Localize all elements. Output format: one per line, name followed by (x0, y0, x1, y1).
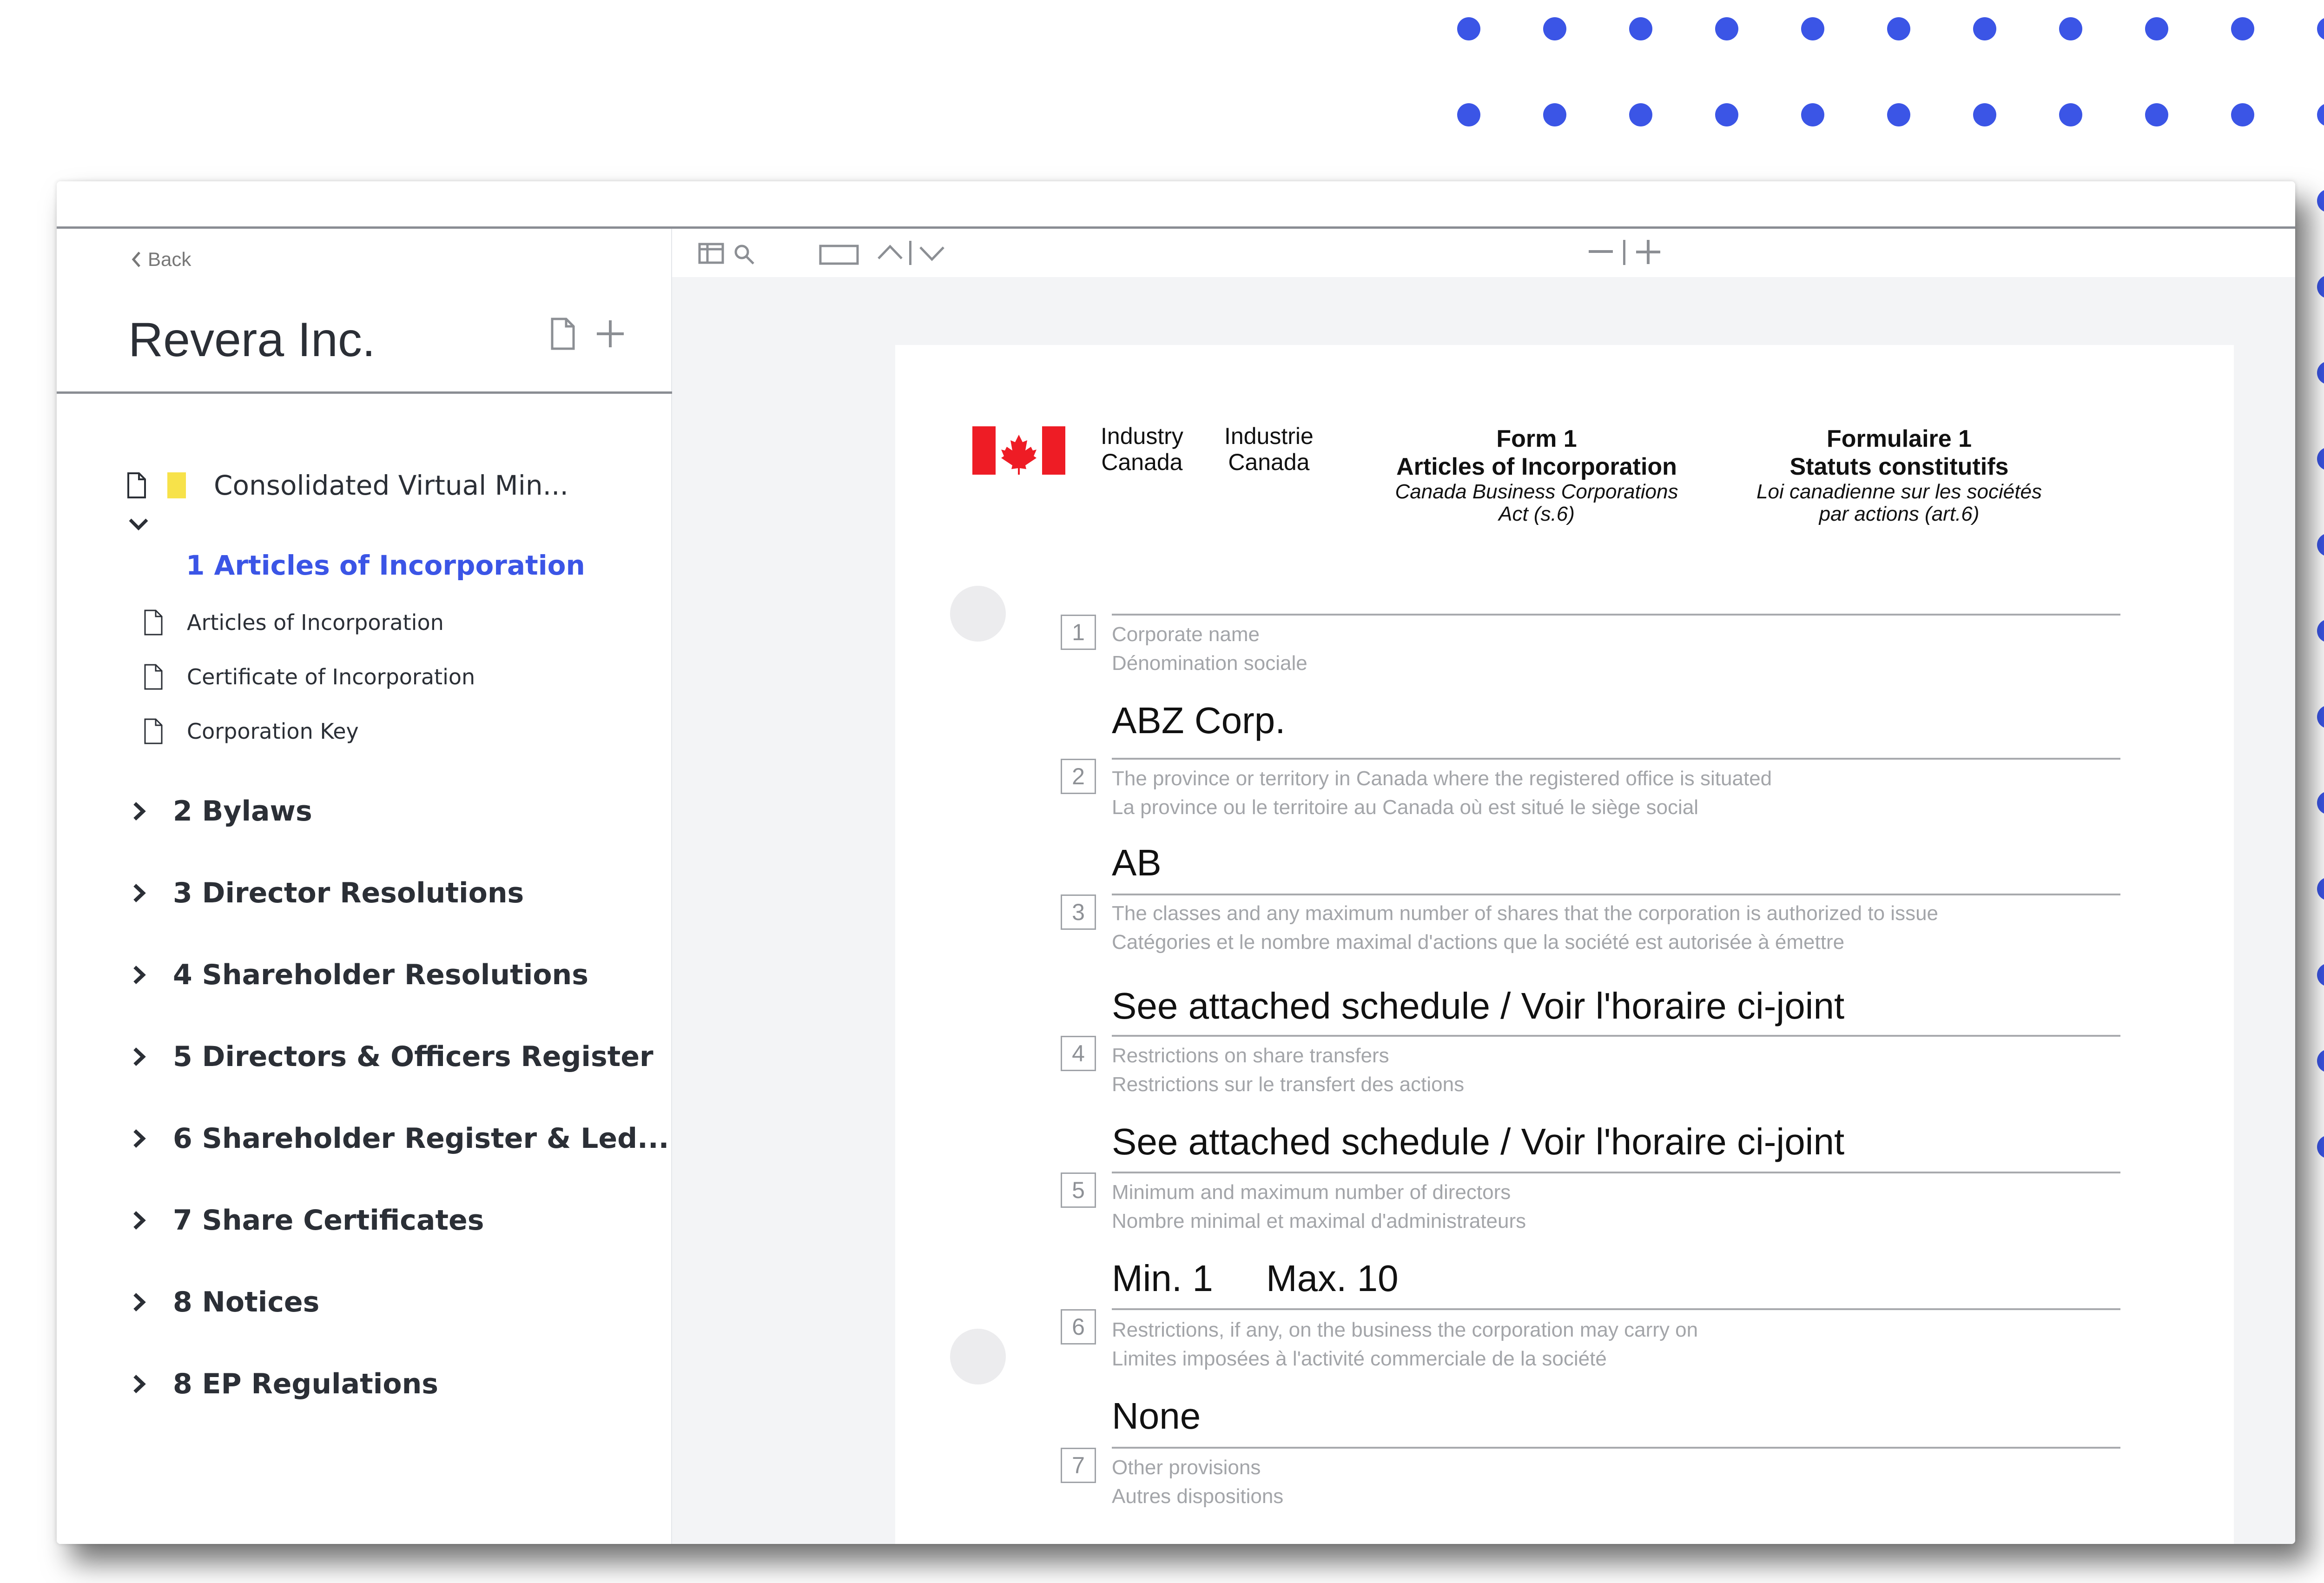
company-title: Revera Inc. (128, 313, 376, 367)
field-label-fr: Dénomination sociale (1112, 652, 1307, 675)
sidebar-header-divider (57, 391, 672, 394)
form-fr-act-line-2: par actions (art.6) (1819, 503, 1980, 525)
field-label-fr: Catégories et le nombre maximal d'actions que la société est autorisée à émettre (1112, 931, 1845, 954)
field-label (1112, 899, 1938, 957)
field-value-share-classes[interactable]: See attached schedule / Voir l'horaire ci-joint (1112, 985, 1845, 1027)
tree-item-label: 4 Shareholder Resolutions (173, 959, 588, 991)
tree-item-consolidated[interactable] (126, 470, 568, 501)
tree-child-certificate[interactable] (143, 663, 475, 690)
decorative-dot (2317, 877, 2324, 901)
decorative-dot (2317, 1135, 2324, 1159)
tree-child-articles[interactable] (143, 609, 444, 636)
chevron-right-icon (131, 1372, 147, 1396)
tree-item-label: 5 Directors & Officers Register (173, 1040, 654, 1073)
field-label-en: Corporate name (1112, 623, 1260, 646)
tree-item-bylaws[interactable] (131, 795, 312, 828)
field-divider (1112, 1447, 2120, 1449)
field-value-share-transfers[interactable]: See attached schedule / Voir l'horaire ci-joint (1112, 1121, 1845, 1162)
decorative-dot (2317, 361, 2324, 384)
decorative-dot (2317, 17, 2324, 40)
decorative-dot (1543, 17, 1566, 40)
decorative-dot (2317, 189, 2324, 212)
decorative-dot (1973, 17, 1996, 40)
decorative-dot (2059, 17, 2082, 40)
decorative-dot (1801, 103, 1824, 126)
field-label (1112, 1178, 1526, 1236)
sticky-note-icon (167, 472, 186, 498)
decorative-dot (2317, 103, 2324, 126)
window-titlebar (57, 181, 2295, 229)
previous-page-icon[interactable] (877, 243, 904, 261)
decorative-dot (1973, 103, 1996, 126)
field-value-province[interactable]: AB (1112, 842, 1162, 883)
field-label-fr: Restrictions sur le transfert des actions (1112, 1073, 1465, 1096)
decorative-dot (1715, 103, 1738, 126)
field-number: 1 (1061, 615, 1096, 650)
decorative-dot (2059, 103, 2082, 126)
back-label: Back (148, 248, 191, 270)
tree-item-label: Consolidated Virtual Min... (214, 470, 568, 501)
decorative-dot (1457, 103, 1480, 126)
decorative-dot (1887, 103, 1910, 126)
tree-child-label: Corporation Key (187, 719, 359, 744)
tree-item-label: 8 Notices (173, 1286, 320, 1318)
viewer-toolbar (672, 229, 2295, 277)
margin-marker (950, 586, 1006, 642)
tree-item-label: 1 Articles of Incorporation (186, 550, 585, 581)
page-view-icon[interactable] (819, 245, 859, 265)
tree-item-shareholder-resolutions[interactable] (131, 959, 588, 991)
field-divider (1112, 894, 2120, 895)
dept-fr-line-1: Industrie (1224, 423, 1314, 449)
tree-item-notices[interactable] (131, 1286, 319, 1318)
sidebar (57, 229, 672, 1544)
field-number: 5 (1061, 1172, 1096, 1208)
document-viewer (672, 229, 2295, 1544)
field-divider (1112, 758, 2120, 760)
field-divider (1112, 614, 2120, 616)
decorative-dot (1715, 17, 1738, 40)
decorative-dot (2145, 103, 2168, 126)
field-value-corporate-name[interactable]: ABZ Corp. (1112, 700, 1286, 741)
field-label-en: Restrictions on share transfers (1112, 1044, 1389, 1067)
tree-item-directors-officers-register[interactable] (131, 1040, 654, 1073)
field-label-fr: Autres dispositions (1112, 1485, 1284, 1508)
toolbar-separator (909, 241, 911, 265)
tree-item-label: 2 Bylaws (173, 795, 312, 828)
tree-child-corporation-key[interactable] (143, 718, 359, 745)
form-en-title: Form 1 (1496, 425, 1577, 452)
tree-child-label: Articles of Incorporation (187, 610, 444, 635)
form-en-subtitle: Articles of Incorporation (1396, 453, 1677, 480)
new-document-icon[interactable] (549, 317, 575, 351)
decorative-dot (2317, 533, 2324, 556)
field-label-fr: Limites imposées à l'activité commerciale de la société (1112, 1347, 1607, 1370)
field-divider (1112, 1035, 2120, 1037)
chevron-right-icon (131, 881, 147, 905)
decorative-dot (2317, 705, 2324, 729)
decorative-dot (2317, 447, 2324, 470)
decorative-dot (1543, 103, 1566, 126)
chevron-right-icon (131, 1209, 147, 1232)
decorative-dot (2317, 963, 2324, 987)
tree-item-label: 8 EP Regulations (173, 1368, 438, 1400)
tree-item-director-resolutions[interactable] (131, 877, 524, 909)
field-number: 3 (1061, 894, 1096, 930)
field-divider (1112, 1308, 2120, 1310)
chevron-right-icon (131, 1045, 147, 1068)
field-label (1112, 1453, 1283, 1511)
margin-marker (950, 1329, 1006, 1384)
field-divider (1112, 1172, 2120, 1173)
decorative-dot (2317, 1049, 2324, 1073)
next-page-icon[interactable] (918, 245, 945, 263)
field-number: 7 (1061, 1448, 1096, 1483)
field-label (1112, 620, 1307, 678)
tree-item-label: 7 Share Certificates (173, 1204, 484, 1237)
tree-item-label: 3 Director Resolutions (173, 877, 524, 909)
field-label-en: Other provisions (1112, 1456, 1261, 1479)
tree-item-ep-regulations[interactable] (131, 1368, 438, 1400)
decorative-dot (1629, 103, 1652, 126)
field-value-business-restrictions[interactable]: None (1112, 1395, 1201, 1437)
back-link[interactable] (131, 248, 191, 271)
form-en-act-line-1: Canada Business Corporations (1395, 480, 1678, 503)
tree-item-articles-section[interactable] (186, 550, 585, 581)
toolbar-separator (1623, 240, 1625, 265)
field-value-max-directors[interactable]: Max. 10 (1266, 1258, 1399, 1299)
field-number: 4 (1061, 1036, 1096, 1071)
app-window (57, 181, 2295, 1544)
decorative-dot (1887, 17, 1910, 40)
decorative-dot (1801, 17, 1824, 40)
form-fr-subtitle: Statuts constitutifs (1789, 453, 2009, 480)
decorative-dot (2145, 17, 2168, 40)
chevron-down-icon[interactable] (127, 517, 150, 531)
search-icon[interactable] (733, 243, 756, 266)
chevron-right-icon (131, 1127, 147, 1150)
tree-item-share-certificates[interactable] (131, 1204, 484, 1237)
decorative-dot (1457, 17, 1480, 40)
decorative-dot (2317, 275, 2324, 298)
tree-item-shareholder-register[interactable] (131, 1122, 669, 1155)
decorative-dot (2231, 103, 2254, 126)
field-label (1112, 1041, 1464, 1099)
chevron-right-icon (131, 800, 147, 823)
document-icon (143, 609, 164, 636)
zoom-in-icon[interactable] (1635, 239, 1661, 265)
tree-item-label: 6 Shareholder Register & Led... (173, 1122, 669, 1155)
field-label (1112, 764, 1772, 822)
form-fr-title: Formulaire 1 (1826, 425, 1972, 452)
field-number: 2 (1061, 759, 1096, 794)
document-page (895, 345, 2234, 1544)
decorative-dot (2317, 619, 2324, 642)
dept-fr-line-2: Canada (1228, 449, 1310, 475)
dept-en-line-1: Industry (1101, 423, 1183, 449)
field-label-en: Minimum and maximum number of directors (1112, 1181, 1511, 1204)
document-icon (126, 472, 147, 499)
document-icon (143, 718, 164, 745)
document-icon (143, 663, 164, 690)
add-icon[interactable] (594, 318, 627, 350)
field-label-fr: Nombre minimal et maximal d'administrateurs (1112, 1210, 1526, 1232)
decorative-dot (2317, 791, 2324, 815)
field-label-en: Restrictions, if any, on the business the corporation may carry on (1112, 1318, 1698, 1341)
canada-flag-icon (972, 426, 1065, 475)
zoom-out-icon[interactable] (1588, 249, 1614, 254)
decorative-dot (1629, 17, 1652, 40)
field-label (1112, 1316, 1698, 1373)
form-en-act-line-2: Act (s.6) (1499, 503, 1575, 525)
field-label-fr: La province ou le territoire au Canada où est situé le siège social (1112, 796, 1699, 819)
chevron-left-icon (131, 251, 141, 268)
decorative-dot (2231, 17, 2254, 40)
chevron-right-icon (131, 963, 147, 987)
field-label-en: The classes and any maximum number of shares that the corporation is authorized to issue (1112, 902, 1939, 925)
field-value-min-directors[interactable]: Min. 1 (1112, 1258, 1213, 1299)
form-fr-act-line-1: Loi canadienne sur les sociétés (1756, 480, 2042, 503)
field-label-en: The province or territory in Canada where the registered office is situated (1112, 767, 1772, 790)
field-number: 6 (1061, 1309, 1096, 1345)
sidebar-toggle-icon[interactable] (698, 243, 724, 264)
chevron-right-icon (131, 1291, 147, 1314)
tree-child-label: Certificate of Incorporation (187, 664, 475, 689)
dept-en-line-2: Canada (1101, 449, 1183, 475)
